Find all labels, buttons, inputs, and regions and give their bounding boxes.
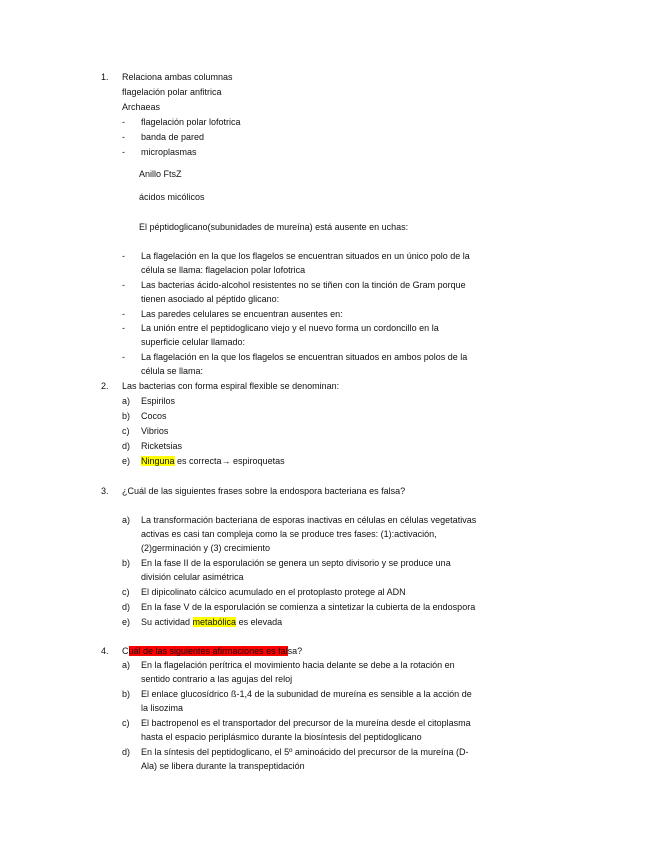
q2-title: Las bacterias con forma espiral flexible se denominan: bbox=[122, 381, 340, 391]
q1-statement-line: superficie celular llamado: bbox=[141, 337, 246, 347]
q3-number: 3. bbox=[101, 486, 109, 496]
option-letter: c) bbox=[122, 718, 130, 728]
q3-option-e-text: es elevada bbox=[236, 617, 283, 627]
bullet: - bbox=[122, 251, 125, 261]
q4-option-d-line: En la síntesis del peptidoglicano, el 5º aminoácido del precursor de la mureína (D- bbox=[141, 747, 469, 757]
option-letter: b) bbox=[122, 411, 131, 421]
highlighted-word: metabólica bbox=[192, 617, 237, 627]
q2-option-a: Espirilos bbox=[141, 396, 176, 406]
option-letter: a) bbox=[122, 515, 131, 525]
q3-option-a-line: activas es casi tan compleja como la se produce tres fases: (1):activación, bbox=[141, 529, 437, 539]
q1-col-a-item: flagelación polar anfitrica bbox=[122, 87, 222, 97]
bullet: - bbox=[122, 323, 125, 333]
q2-option-d: Ricketsias bbox=[141, 441, 183, 451]
q1-statement-line: Las paredes celulares se encuentran ausentes en: bbox=[141, 309, 343, 319]
q1-number: 1. bbox=[101, 72, 109, 82]
q4-title bbox=[122, 645, 302, 657]
q1-statement-line: célula se llama: bbox=[141, 366, 204, 376]
option-letter: d) bbox=[122, 441, 131, 451]
q1-statement-line: tienen asociado al péptido glicano: bbox=[141, 294, 280, 304]
q1-statement-line: célula se llama: flagelacion polar lofotrica bbox=[141, 265, 306, 275]
q3-option-e-text: Su actividad bbox=[141, 617, 193, 627]
bullet: - bbox=[122, 117, 125, 127]
q3-option-a-line: La transformación bacteriana de esporas inactivas en células en células vegetativas bbox=[141, 515, 477, 525]
q4-option-a-line: En la flagelación perítrica el movimiento hacia delante se debe a la rotación en bbox=[141, 660, 455, 670]
option-letter: b) bbox=[122, 558, 131, 568]
q4-option-b-line: El enlace glucosídrico ß-1,4 de la subunidad de mureína es sensible a la acción de bbox=[141, 689, 472, 699]
q3-option-d: En la fase V de la esporulación se comienza a sintetizar la cubierta de la endospora bbox=[141, 602, 476, 612]
option-letter: d) bbox=[122, 747, 131, 757]
option-letter: c) bbox=[122, 587, 130, 597]
q1-statement-line: La flagelación en la que los flagelos se encuentran situados en ambos polos de la bbox=[141, 352, 468, 362]
q3-option-a-line: (2)germinación y (3) crecimiento bbox=[141, 543, 271, 553]
q1-col-a-item: Archaeas bbox=[122, 102, 161, 112]
q1-statement-line: La unión entre el peptidoglicano viejo y el nuevo forma un cordoncillo en la bbox=[141, 323, 439, 333]
bullet: - bbox=[122, 280, 125, 290]
q1-col-c-item: ácidos micólicos bbox=[139, 192, 205, 202]
q3-option-b-line: En la fase II de la esporulación se genera un septo divisorio y se produce una bbox=[141, 558, 451, 568]
option-letter: c) bbox=[122, 426, 130, 436]
q4-option-a-line: sentido contrario a las agujas del reloj bbox=[141, 674, 293, 684]
q4-title-text: sa? bbox=[287, 646, 303, 656]
q3-option-c: El dipicolinato cálcico acumulado en el protoplasto protege al ADN bbox=[141, 587, 406, 597]
q4-option-d-line: Ala) se libera durante la transpeptidación bbox=[141, 761, 305, 771]
option-letter: d) bbox=[122, 602, 131, 612]
q1-statement-line: Las bacterias ácido-alcohol resistentes no se tiñen con la tinción de Gram porque bbox=[141, 280, 466, 290]
option-letter: a) bbox=[122, 396, 131, 406]
q4-option-b-line: la lisozima bbox=[141, 703, 184, 713]
option-letter: a) bbox=[122, 660, 131, 670]
q4-option-c-line: hasta el espacio periplásmico durante la biosíntesis del peptidoglicano bbox=[141, 732, 422, 742]
q4-option-c-line: El bactropenol es el transportador del precursor de la mureína desde el citoplasma bbox=[141, 718, 471, 728]
q2-number: 2. bbox=[101, 381, 109, 391]
q2-option-b: Cocos bbox=[141, 411, 167, 421]
q1-col-b-item: banda de pared bbox=[141, 132, 205, 142]
bullet: - bbox=[122, 147, 125, 157]
q2-option-e bbox=[141, 455, 285, 467]
bullet: - bbox=[122, 352, 125, 362]
q2-option-e-text: es correcta→ espiroquetas bbox=[174, 456, 285, 466]
q1-col-c-intro: El péptidoglicano(subunidades de mureína) está ausente en uchas: bbox=[139, 222, 409, 232]
q3-option-b-line: división celular asimétrica bbox=[141, 572, 244, 582]
q1-col-c-item: Anillo FtsZ bbox=[139, 169, 182, 179]
q4-number: 4. bbox=[101, 646, 109, 656]
q3-title: ¿Cuál de las siguientes frases sobre la endospora bacteriana es falsa? bbox=[122, 486, 406, 496]
q1-title: Relaciona ambas columnas bbox=[122, 72, 233, 82]
option-letter: e) bbox=[122, 456, 131, 466]
option-letter: e) bbox=[122, 617, 131, 627]
bullet: - bbox=[122, 132, 125, 142]
option-letter: b) bbox=[122, 689, 131, 699]
q3-option-e bbox=[141, 616, 282, 628]
highlighted-title: uál de las siguientes afirmaciones es fal bbox=[128, 646, 288, 656]
q4-title-text: C bbox=[122, 646, 129, 656]
q1-col-b-item: flagelación polar lofotrica bbox=[141, 117, 241, 127]
q2-option-c: Vibrios bbox=[141, 426, 169, 436]
bullet: - bbox=[122, 309, 125, 319]
q1-col-b-item: microplasmas bbox=[141, 147, 197, 157]
q1-statement-line: La flagelación en la que los flagelos se encuentran situados en un único polo de la bbox=[141, 251, 470, 261]
highlighted-answer: Ninguna bbox=[141, 456, 175, 466]
